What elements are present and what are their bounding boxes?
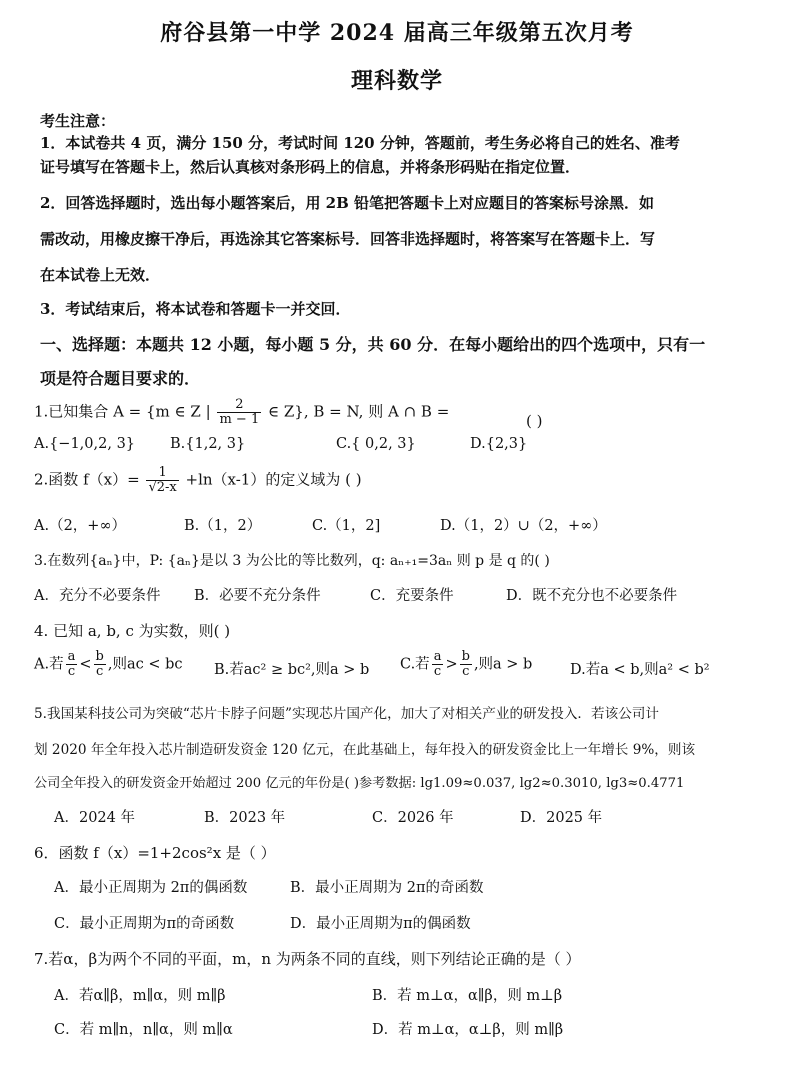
option-a: A.{−1,0,2, 3}: [34, 436, 136, 452]
question-1-text: 1.已知集合 A = {m ∈ Z |: [34, 402, 211, 421]
notice-line: 3．考试结束后，将本试卷和答题卡一并交回．: [40, 300, 351, 318]
option-c: [400, 650, 532, 679]
option-fraction: [432, 650, 444, 679]
option-a: A．充分不必要条件: [34, 588, 161, 604]
option-a: [34, 650, 183, 679]
option-d: D.{2,3}: [470, 436, 528, 452]
notice-heading: 考生注意：: [40, 112, 116, 130]
question-2-stem: [34, 466, 766, 495]
fraction-denominator: √2-x: [148, 480, 177, 495]
fraction-numerator: a: [433, 649, 442, 664]
option-fraction: [94, 650, 106, 679]
option-d: D．若 m⊥α，α⊥β，则 m∥β: [372, 1022, 564, 1038]
option-text: <: [79, 656, 92, 673]
fraction-denominator: c: [433, 664, 442, 679]
question-5-line: 公司全年投入的研发资金开始超过 200 亿元的年份是( )参考数据: lg1.09≈0.037, lg2≈0.3010, lg3≈0.4771: [34, 776, 685, 791]
fraction-denominator: c: [462, 664, 470, 679]
option-a: A．最小正周期为 2π的偶函数: [54, 880, 248, 896]
question-1-fraction: [217, 398, 261, 427]
question-5-line: 划 2020 年全年投入芯片制造研发资金 120 亿元，在此基础上，每年投入的研发资金比上一年增长 9%，则该: [34, 742, 696, 758]
option-a: A．若α∥β，m∥α，则 m∥β: [54, 988, 226, 1004]
option-b: B.{1,2, 3}: [170, 436, 246, 452]
option-text: ,则ac < bc: [107, 656, 183, 673]
option-d: D．2025 年: [520, 810, 603, 826]
question-2-text: +ln（x-1）的定义域为 ( ): [185, 470, 362, 489]
option-fraction: [66, 650, 78, 679]
fraction-denominator: c: [96, 664, 104, 679]
fraction-numerator: 1: [146, 466, 178, 481]
option-c: C.{ 0,2, 3}: [336, 436, 416, 452]
question-5-line: 5.我国某科技公司为突破“芯片卡脖子问题”实现芯片国产化，加大了对相关产业的研发投入．若该公司计: [34, 706, 659, 722]
question-4-stem: 4. 已知 a, b, c 为实数，则( ): [34, 622, 231, 640]
option-d: D.若a < b,则a² < b²: [570, 662, 710, 678]
fraction-numerator: a: [67, 649, 76, 664]
notice-line: 需改动，用橡皮擦干净后，再选涂其它答案标号．回答非选择题时，将答案写在答题卡上．写: [40, 230, 656, 248]
option-a: A.（2，+∞）: [34, 518, 127, 534]
notice-line: 在本试卷上无效．: [40, 266, 161, 284]
question-6-stem: 6．函数 f（x）=1+2cos²x 是（ ）: [34, 844, 276, 862]
option-fraction: [460, 650, 472, 679]
exam-subject: 理科数学: [350, 68, 443, 94]
question-2-text: 2.函数 f（x）=: [34, 470, 140, 489]
option-c: C．2026 年: [372, 810, 454, 826]
option-c: C．最小正周期为π的奇函数: [54, 916, 235, 932]
notice-line: 1．本试卷共 4 页，满分 150 分，考试时间 120 分钟，答题前，考生务必将自己的姓名、准考: [40, 134, 680, 152]
question-7-stem: 7.若α，β为两个不同的平面，m，n 为两条不同的直线，则下列结论正确的是（ ）: [34, 950, 581, 968]
fraction-numerator: 2: [217, 398, 261, 413]
exam-title: 府谷县第一中学 2024 届高三年级第五次月考: [160, 20, 634, 46]
option-b: B．必要不充分条件: [194, 588, 321, 604]
question-3-stem: 3.在数列{aₙ}中，P: {aₙ}是以 3 为公比的等比数列，q: aₙ₊₁=3aₙ 则 p 是 q 的( ): [34, 553, 550, 569]
section-heading-cont: 项是符合题目要求的．: [40, 369, 201, 388]
option-a: A．2024 年: [54, 810, 135, 826]
fraction-denominator: m − 1: [219, 412, 260, 427]
option-text: C.若: [400, 656, 430, 673]
notice-line: 2．回答选择题时，选出每小题答案后，用 2B 铅笔把答题卡上对应题目的答案标号涂黑．如: [40, 194, 655, 212]
section-heading: 一、选择题：本题共 12 小题，每小题 5 分，共 60 分．在每小题给出的四个选项中，只有一: [40, 335, 706, 354]
option-c: C.（1，2]: [312, 518, 381, 534]
option-d: D．既不充分也不必要条件: [506, 588, 678, 604]
fraction-numerator: b: [95, 649, 104, 664]
question-1-stem: [34, 398, 766, 427]
option-text: A.若: [34, 656, 64, 673]
option-text: ,则a > b: [473, 656, 533, 673]
question-1-text: ∈ Z}, B = N, 则 A ∩ B =: [268, 402, 450, 421]
option-c: C．充要条件: [370, 588, 454, 604]
option-b: B．最小正周期为 2π的奇函数: [290, 880, 484, 896]
option-b: B．若 m⊥α，α∥β，则 m⊥β: [372, 988, 563, 1004]
option-d: D．最小正周期为π的偶函数: [290, 916, 471, 932]
option-b: B．2023 年: [204, 810, 286, 826]
answer-paren: ( ): [526, 412, 543, 430]
notice-line: 证号填写在答题卡上，然后认真核对条形码上的信息，并将条形码贴在指定位置．: [40, 158, 581, 176]
option-b: B.（1，2）: [184, 518, 262, 534]
option-text: >: [445, 656, 458, 673]
fraction-denominator: c: [67, 664, 76, 679]
question-2-fraction: [146, 466, 178, 495]
option-b: B.若ac² ≥ bc²,则a > b: [214, 662, 370, 678]
option-d: D.（1，2）∪（2，+∞）: [440, 518, 607, 534]
fraction-numerator: b: [461, 649, 470, 664]
option-c: C．若 m∥n，n∥α，则 m∥α: [54, 1022, 233, 1038]
